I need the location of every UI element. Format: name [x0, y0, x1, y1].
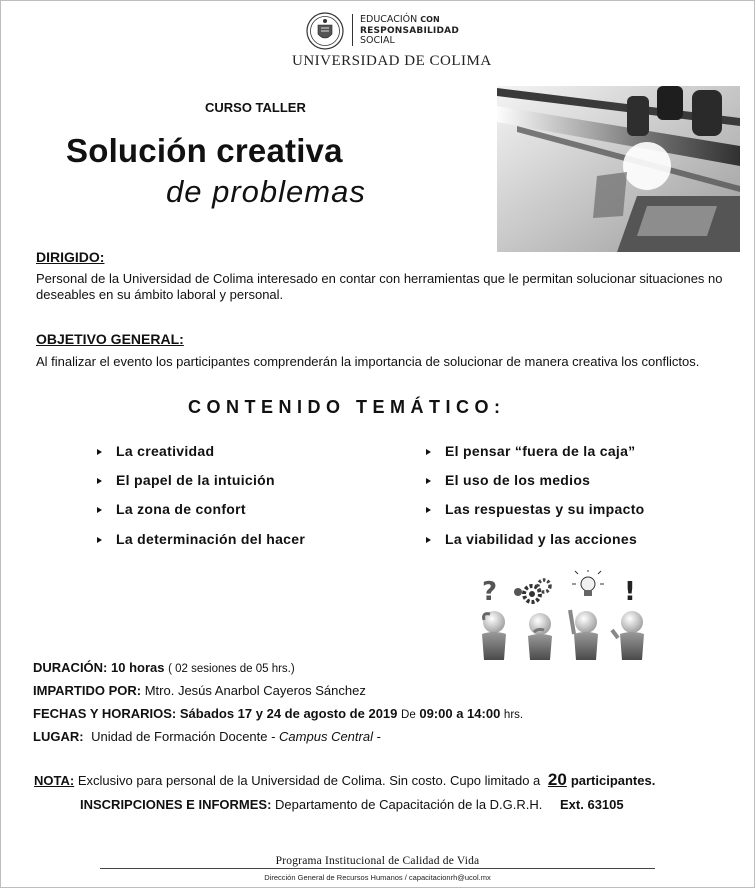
bullet-triangle-icon — [97, 537, 102, 543]
lightbulb-icon — [572, 570, 604, 596]
nota-suffix: participantes. — [570, 773, 656, 788]
lugar-line — [33, 729, 381, 744]
contenido-heading: CONTENIDO TEMÁTICO: — [188, 397, 506, 417]
duracion-value: 10 horas — [111, 660, 165, 675]
logo-text-line1: EDUCACIÓN CON — [360, 14, 440, 25]
topic-item: La creatividad — [97, 443, 214, 459]
fechas-label: FECHAS Y HORARIOS: — [33, 706, 177, 721]
topic-item: Las respuestas y su impacto — [426, 501, 668, 517]
inscripciones-text: Departamento de Capacitación de la D.G.R.H. — [271, 797, 543, 812]
footer-title: Programa Institucional de Calidad de Vida — [275, 855, 480, 867]
bullet-triangle-icon — [426, 478, 431, 484]
objetivo-heading: OBJETIVO GENERAL: — [36, 331, 184, 347]
topic-item: La determinación del hacer — [97, 531, 305, 547]
course-title-line1: Solución creativa — [66, 132, 343, 169]
person-figure-3 — [570, 610, 598, 660]
course-kicker: CURSO TALLER — [205, 100, 306, 115]
university-name: UNIVERSIDAD DE COLIMA — [292, 53, 492, 69]
lugar-suffix: - — [372, 729, 381, 744]
gears-icon — [514, 580, 550, 602]
university-seal-icon — [306, 12, 344, 50]
footer-contact: Dirección General de Recursos Humanos / capacitacionrh@ucol.mx — [264, 873, 491, 882]
dirigido-text: Personal de la Universidad de Colima interesado en contar con herramientas que le permitan solucionar situaciones no deseables en su ámbito laboral y personal. — [36, 271, 723, 302]
duracion-note: ( 02 sesiones de 05 hrs.) — [168, 663, 295, 675]
nota-line — [34, 770, 655, 790]
lugar-label: LUGAR: — [33, 729, 84, 744]
inscripciones-label: INSCRIPCIONES E INFORMES: — [80, 797, 272, 812]
impartido-label: IMPARTIDO POR: — [33, 683, 142, 698]
impartido-line — [33, 683, 366, 698]
logo-text-line3: SOCIAL — [360, 35, 395, 46]
course-title-line2: de problemas — [166, 174, 366, 209]
person-figure-4 — [612, 611, 644, 660]
impartido-value: Mtro. Jesús Anarbol Cayeros Sánchez — [144, 683, 366, 698]
duracion-line — [33, 660, 295, 675]
person-figure-1 — [482, 611, 506, 660]
duracion-label: DURACIÓN: — [33, 660, 108, 675]
horario-suffix: hrs. — [503, 709, 524, 721]
nota-label: NOTA: — [34, 773, 75, 788]
horario-prefix: De — [401, 709, 416, 721]
bullet-triangle-icon — [426, 537, 431, 543]
logo-divider — [352, 14, 353, 46]
fechas-line — [33, 706, 523, 721]
cupo-number: 20 — [547, 770, 567, 789]
logo-text-line2: RESPONSABILIDAD — [360, 26, 459, 36]
bullet-triangle-icon — [97, 478, 102, 484]
topic-item: El uso de los medios — [426, 472, 652, 488]
person-figure-2 — [528, 613, 552, 660]
topic-item: El papel de la intuición — [97, 472, 275, 488]
bullet-triangle-icon — [97, 507, 102, 513]
inscripciones-line — [80, 797, 624, 812]
fechas-value: Sábados 17 y 24 de agosto de 2019 — [179, 706, 398, 721]
topic-item: El pensar “fuera de la caja” — [426, 443, 652, 459]
objetivo-text: Al finalizar el evento los participantes comprenderán la importancia de solucionar de manera creativa los conflictos. — [36, 354, 700, 369]
question-mark-icon: ? — [482, 577, 498, 607]
nota-text: Exclusivo para personal de la Universidad de Colima. Sin costo. Cupo limitado a — [74, 773, 544, 788]
bullet-triangle-icon — [426, 507, 431, 513]
horario-value: 09:00 a 14:00 — [419, 706, 501, 721]
exclamation-icon: ! — [624, 577, 636, 607]
bullet-triangle-icon — [97, 449, 102, 455]
footer-divider — [100, 868, 655, 869]
bullet-triangle-icon — [426, 449, 431, 455]
lugar-campus: Campus Central — [279, 729, 373, 744]
topic-item: La zona de confort — [97, 501, 246, 517]
thinking-figures-illustration — [472, 570, 662, 662]
dirigido-heading: DIRIGIDO: — [36, 249, 105, 265]
inscripciones-ext: Ext. 63105 — [560, 797, 624, 812]
abstract-decoration-image — [497, 86, 740, 252]
topic-item: La viabilidad y las acciones — [426, 531, 652, 547]
lugar-value: Unidad de Formación Docente - — [91, 729, 280, 744]
